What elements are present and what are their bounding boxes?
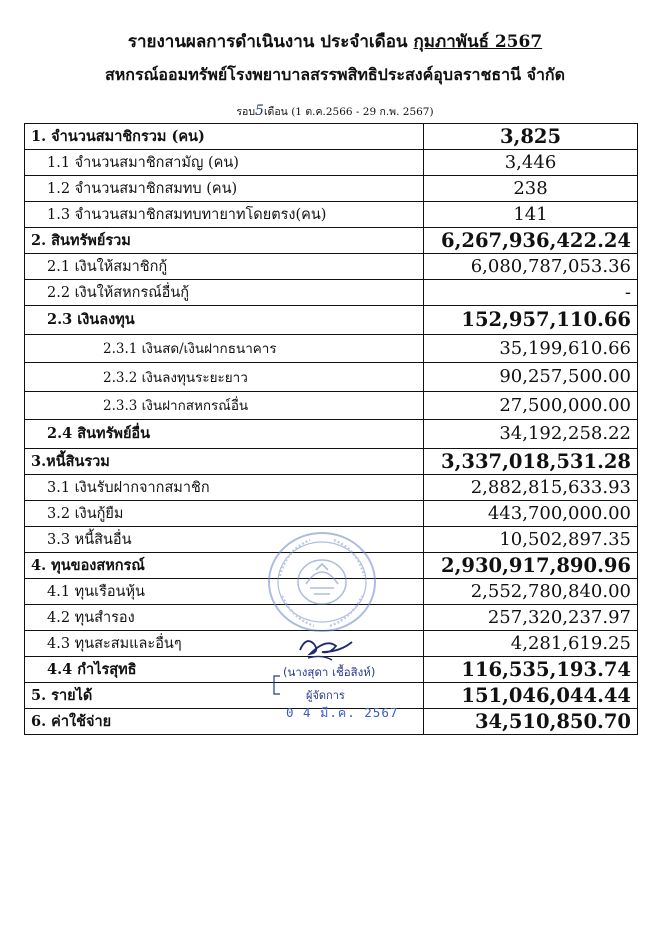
- row-value: 34,510,850.70: [424, 708, 638, 734]
- row-value: 27,500,000.00: [424, 391, 638, 420]
- row-label: 2.3.3 เงินฝากสหกรณ์อื่น: [25, 391, 424, 420]
- table-row: [25, 448, 638, 474]
- row-value: 90,257,500.00: [424, 363, 638, 392]
- row-label: 2.1 เงินให้สมาชิกกู้: [25, 254, 424, 280]
- row-value: 2,552,780,840.00: [424, 578, 638, 604]
- row-value: 2,882,815,633.93: [424, 474, 638, 500]
- row-label: 4. ทุนของสหกรณ์: [25, 552, 424, 578]
- row-label: 3.2 เงินกู้ยืม: [25, 500, 424, 526]
- reporting-period: [0, 103, 670, 120]
- table-row: [25, 124, 638, 150]
- row-label: 6. ค่าใช้จ่าย: [25, 708, 424, 734]
- signatory-role: ผู้จัดการ: [306, 689, 345, 702]
- organization-name: สหกรณ์ออมทรัพย์โรงพยาบาลสรรพสิทธิประสงค์อุบลราชธานี จำกัด: [104, 65, 566, 84]
- row-label: 2.3 เงินลงทุน: [25, 306, 424, 335]
- table-row: [25, 391, 638, 420]
- table-row: [25, 150, 638, 176]
- row-label: 2. สินทรัพย์รวม: [25, 228, 424, 254]
- period-months: 5: [255, 103, 264, 119]
- row-label: 4.1 ทุนเรือนหุ้น: [25, 578, 424, 604]
- row-value: 6,080,787,053.36: [424, 254, 638, 280]
- row-label: 4.4 กำไรสุทธิ: [25, 656, 424, 682]
- row-value: 4,281,619.25: [424, 630, 638, 656]
- table-row: [25, 334, 638, 363]
- report-month: กุมภาพันธ์ 2567: [413, 32, 543, 52]
- table-row: [25, 254, 638, 280]
- row-label: 2.4 สินทรัพย์อื่น: [25, 420, 424, 449]
- row-label: 3.1 เงินรับฝากจากสมาชิก: [25, 474, 424, 500]
- row-label: 4.2 ทุนสำรอง: [25, 604, 424, 630]
- row-label: 2.2 เงินให้สหกรณ์อื่นกู้: [25, 280, 424, 306]
- row-label: 3.3 หนี้สินอื่น: [25, 526, 424, 552]
- row-label: 2.3.2 เงินลงทุนระยะยาว: [25, 363, 424, 392]
- table-row: [25, 228, 638, 254]
- row-value: 257,320,237.97: [424, 604, 638, 630]
- report-title-prefix: รายงานผลการดำเนินงาน ประจำเดือน: [127, 32, 408, 52]
- row-label: 5. รายได้: [25, 682, 424, 708]
- period-unit: เดือน: [263, 106, 288, 118]
- row-value: 443,700,000.00: [424, 500, 638, 526]
- row-label: 1.3 จำนวนสมาชิกสมทบทายาทโดยตรง(คน): [25, 202, 424, 228]
- row-value: 238: [424, 176, 638, 202]
- signatory-name: (นางสุดา เชื้อสิงห์): [283, 665, 376, 679]
- row-label: 1.1 จำนวนสมาชิกสามัญ (คน): [25, 150, 424, 176]
- row-label: 1. จำนวนสมาชิกรวม (คน): [25, 124, 424, 150]
- row-value: 35,199,610.66: [424, 334, 638, 363]
- row-value: 34,192,258.22: [424, 420, 638, 449]
- row-value: 2,930,917,890.96: [424, 552, 638, 578]
- period-label: รอบ: [236, 106, 256, 118]
- row-value: 152,957,110.66: [424, 306, 638, 335]
- table-row: [25, 420, 638, 449]
- row-label: 4.3 ทุนสะสมและอื่นๆ: [25, 630, 424, 656]
- row-label: 1.2 จำนวนสมาชิกสมทบ (คน): [25, 176, 424, 202]
- row-value: -: [424, 280, 638, 306]
- row-value: 141: [424, 202, 638, 228]
- row-value: 10,502,897.35: [424, 526, 638, 552]
- table-row: [25, 363, 638, 392]
- table-row: [25, 474, 638, 500]
- period-range: (1 ต.ค.2566 - 29 ก.พ. 2567): [291, 106, 434, 118]
- table-row: [25, 500, 638, 526]
- row-value: 3,825: [424, 124, 638, 150]
- table-row: [25, 176, 638, 202]
- row-value: 3,337,018,531.28: [424, 448, 638, 474]
- row-value: 151,046,044.44: [424, 682, 638, 708]
- row-value: 116,535,193.74: [424, 656, 638, 682]
- row-value: 6,267,936,422.24: [424, 228, 638, 254]
- report-title: [0, 28, 670, 55]
- row-value: 3,446: [424, 150, 638, 176]
- row-label: 3.หนี้สินรวม: [25, 448, 424, 474]
- date-stamp: 0 4 มี.ค. 2567: [286, 705, 399, 720]
- cooperative-seal-icon: [266, 530, 378, 635]
- table-row: [25, 202, 638, 228]
- row-label: 2.3.1 เงินสด/เงินฝากธนาคาร: [25, 334, 424, 363]
- table-row: [25, 280, 638, 306]
- table-row: [25, 306, 638, 335]
